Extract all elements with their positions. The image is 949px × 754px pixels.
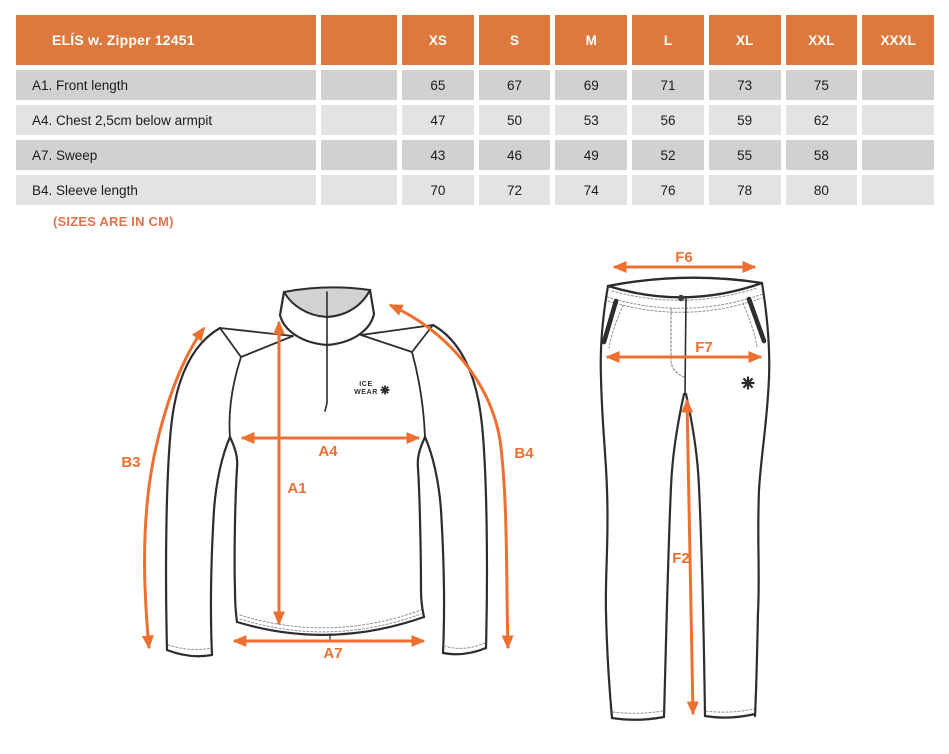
label-f7: F7 <box>695 339 713 356</box>
label-b3: B3 <box>121 454 141 471</box>
value-cell: 43 <box>402 140 474 170</box>
label-b4: B4 <box>514 445 534 462</box>
value-cell: 70 <box>402 175 474 205</box>
size-header-cell: L <box>632 15 704 65</box>
size-header-cell: M <box>555 15 627 65</box>
label-f6: F6 <box>675 249 693 266</box>
waist-button <box>678 295 684 301</box>
label-a7: A7 <box>323 645 343 662</box>
logo-text-ice: ICE <box>359 381 373 388</box>
pants-drawing <box>601 278 769 720</box>
value-cell: 52 <box>632 140 704 170</box>
value-cell: 53 <box>555 105 627 135</box>
value-cell: 76 <box>632 175 704 205</box>
icewear-logo <box>354 381 389 396</box>
arrow-b4 <box>390 305 508 648</box>
size-header-cell: XXL <box>786 15 858 65</box>
sizes-unit-note: (SIZES ARE IN CM) <box>53 214 174 229</box>
value-cell: 50 <box>479 105 551 135</box>
row-label: A4. Chest 2,5cm below armpit <box>16 105 316 135</box>
value-cell: 80 <box>786 175 858 205</box>
label-a1: A1 <box>287 480 307 497</box>
value-cell: 58 <box>786 140 858 170</box>
size-header-cell: S <box>479 15 551 65</box>
label-f2: F2 <box>672 550 690 567</box>
value-cell: 74 <box>555 175 627 205</box>
row-label: A7. Sweep <box>16 140 316 170</box>
value-cell: 69 <box>555 70 627 100</box>
value-cell: 78 <box>709 175 781 205</box>
table-title: ELÍS w. Zipper 12451 <box>16 15 316 65</box>
size-header-cell: XS <box>402 15 474 65</box>
row-label: A1. Front length <box>16 70 316 100</box>
pants-snowflake-icon <box>742 377 755 390</box>
value-cell: 56 <box>632 105 704 135</box>
value-cell: 67 <box>479 70 551 100</box>
value-cell: 73 <box>709 70 781 100</box>
sweater-drawing <box>166 287 487 656</box>
value-cell: 47 <box>402 105 474 135</box>
value-cell: 46 <box>479 140 551 170</box>
logo-text-wear: WEAR <box>354 389 378 396</box>
row-label: B4. Sleeve length <box>16 175 316 205</box>
size-header-cell: XL <box>709 15 781 65</box>
value-cell: 72 <box>479 175 551 205</box>
value-cell: 49 <box>555 140 627 170</box>
label-a4: A4 <box>318 443 338 460</box>
dimension-arrows <box>145 267 761 714</box>
arrow-b3 <box>145 328 204 648</box>
right-pocket <box>749 299 764 341</box>
value-cell: 65 <box>402 70 474 100</box>
value-cell: 75 <box>786 70 858 100</box>
value-cell: 59 <box>709 105 781 135</box>
value-cell: 62 <box>786 105 858 135</box>
value-cell: 55 <box>709 140 781 170</box>
snowflake-icon <box>381 386 390 395</box>
size-header-cell: XXXL <box>862 15 934 65</box>
value-cell: 71 <box>632 70 704 100</box>
